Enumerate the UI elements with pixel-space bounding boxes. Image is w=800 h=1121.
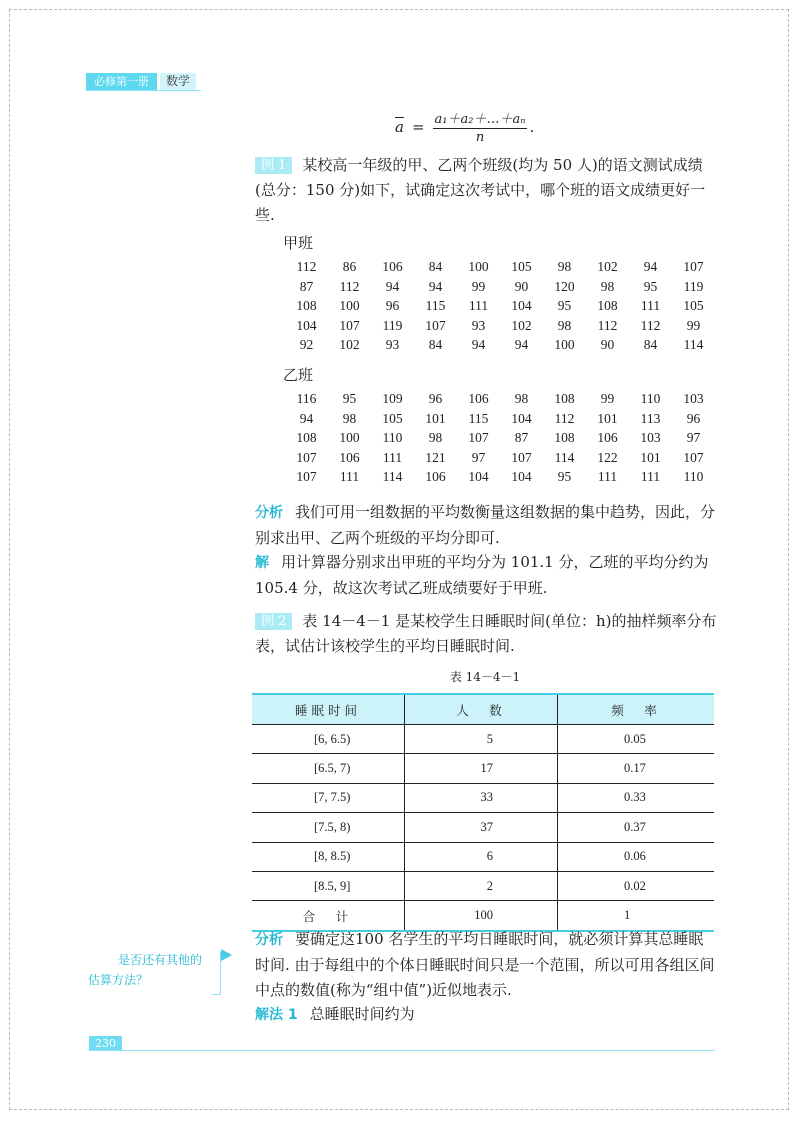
table-row <box>252 813 714 842</box>
score-cell: 109 <box>382 391 403 406</box>
equals-sign: = <box>411 117 425 136</box>
solution-keyword: 解 <box>255 555 269 571</box>
score-cell: 84 <box>428 337 443 353</box>
score-cell: 98 <box>428 430 443 446</box>
class-b-label: 乙班 <box>283 366 314 384</box>
score-cell: 95 <box>643 278 658 294</box>
frequency-cell: 0.02 <box>558 871 715 900</box>
score-cell: 106 <box>339 449 360 465</box>
score-cell: 93 <box>385 337 400 353</box>
score-cell: 104 <box>296 317 317 333</box>
score-cell: 112 <box>554 410 575 426</box>
score-cell: 99 <box>600 391 615 406</box>
score-cell: 104 <box>511 298 532 314</box>
example1-prompt <box>255 153 718 228</box>
analysis-text: 我们可用一组数据的平均数衡量这组数据的集中趋势，因此，分别求出甲、乙两个班级的平均分即可. <box>255 503 716 547</box>
score-cell: 84 <box>643 337 658 353</box>
example2-badge: 例 2 <box>255 613 292 630</box>
count-cell: 5 <box>405 725 558 754</box>
time-cell: [7.5, 8) <box>252 813 405 842</box>
score-cell: 122 <box>597 449 618 465</box>
col-header-count: 人 数 <box>405 694 558 725</box>
score-cell: 102 <box>339 337 360 353</box>
margin-note-bracket <box>212 952 221 995</box>
score-cell: 101 <box>425 410 446 426</box>
score-cell: 114 <box>554 449 575 465</box>
score-cell: 100 <box>554 337 575 353</box>
table-row <box>252 725 714 754</box>
score-cell: 107 <box>296 449 317 465</box>
score-cell: 104 <box>511 469 532 485</box>
frequency-cell: 0.17 <box>558 754 715 783</box>
example2-text: 表 14－4－1 是某校学生日睡眠时间(单位：h)的抽样频率分布表，试估计该校学生的平均日睡眠时间. <box>255 612 717 655</box>
score-cell: 90 <box>514 278 529 294</box>
frequency-cell: 0.37 <box>558 813 715 842</box>
score-cell: 95 <box>557 469 572 485</box>
mean-formula <box>395 108 534 145</box>
score-cell: 107 <box>468 430 489 446</box>
score-cell: 116 <box>296 391 317 406</box>
score-cell: 97 <box>471 449 486 465</box>
example1-badge: 例 1 <box>255 157 292 174</box>
score-cell: 115 <box>425 298 446 314</box>
example2-analysis <box>255 927 718 1003</box>
score-cell: 100 <box>339 298 360 314</box>
count-cell: 2 <box>405 871 558 900</box>
count-cell: 100 <box>405 901 558 931</box>
frequency-cell: 1 <box>558 901 715 931</box>
score-cell: 107 <box>339 317 360 333</box>
count-cell: 33 <box>405 783 558 812</box>
time-cell: [6, 6.5) <box>252 725 405 754</box>
score-cell: 107 <box>296 469 317 485</box>
score-cell: 105 <box>683 298 704 314</box>
score-cell: 111 <box>597 469 618 485</box>
score-cell: 90 <box>600 337 615 353</box>
score-cell: 107 <box>683 259 704 274</box>
time-cell: [7, 7.5) <box>252 783 405 812</box>
time-cell: [6.5, 7) <box>252 754 405 783</box>
class-b-scores <box>285 389 715 487</box>
score-cell: 98 <box>557 259 572 274</box>
book-tag: 必修第一册 <box>86 73 157 90</box>
example2-prompt <box>255 609 718 659</box>
score-cell: 111 <box>339 469 360 485</box>
score-cell: 119 <box>683 278 704 294</box>
score-cell: 119 <box>382 317 403 333</box>
col-header-time: 睡眠时间 <box>252 694 405 725</box>
score-cell: 96 <box>385 298 400 314</box>
table-row <box>252 754 714 783</box>
score-cell: 92 <box>299 337 314 353</box>
example1-analysis <box>255 500 718 551</box>
score-cell: 87 <box>514 430 529 446</box>
score-cell: 99 <box>471 278 486 294</box>
score-cell: 112 <box>640 317 661 333</box>
score-cell: 102 <box>511 317 532 333</box>
count-cell: 37 <box>405 813 558 842</box>
time-cell: [8, 8.5) <box>252 842 405 871</box>
score-cell: 98 <box>514 391 529 406</box>
score-cell: 107 <box>425 317 446 333</box>
frequency-cell: 0.06 <box>558 842 715 871</box>
running-header <box>86 73 196 90</box>
score-cell: 112 <box>296 259 317 274</box>
score-cell: 100 <box>339 430 360 446</box>
page-number: 230 <box>89 1036 122 1051</box>
time-cell: 合 计 <box>252 901 405 931</box>
score-cell: 104 <box>511 410 532 426</box>
score-cell: 111 <box>640 298 661 314</box>
score-cell: 95 <box>342 391 357 406</box>
score-cell: 111 <box>382 449 403 465</box>
method-text: 总睡眠时间约为 <box>309 1005 415 1023</box>
score-cell: 108 <box>296 430 317 446</box>
margin-note-line2: 估算方法？ <box>88 973 149 987</box>
example1-solution <box>255 550 718 601</box>
mean-fraction <box>433 108 528 145</box>
score-cell: 103 <box>683 391 704 406</box>
score-cell: 86 <box>342 259 357 274</box>
score-cell: 99 <box>686 317 701 333</box>
analysis2-keyword: 分析 <box>255 932 283 948</box>
score-cell: 107 <box>683 449 704 465</box>
score-cell: 94 <box>514 337 529 353</box>
margin-note <box>88 950 213 990</box>
score-cell: 104 <box>468 469 489 485</box>
solution-text: 用计算器分别求出甲班的平均分为 101.1 分，乙班的平均分约为105.4 分，故这次考试乙班成绩要好于甲班. <box>255 553 709 597</box>
score-cell: 101 <box>640 449 661 465</box>
score-cell: 106 <box>468 391 489 406</box>
score-cell: 112 <box>597 317 618 333</box>
class-a-label: 甲班 <box>283 234 314 252</box>
class-a-scores <box>285 257 715 355</box>
score-cell: 84 <box>428 259 443 274</box>
frequency-cell: 0.33 <box>558 783 715 812</box>
score-cell: 96 <box>686 410 701 426</box>
score-cell: 102 <box>597 259 618 274</box>
score-cell: 121 <box>425 449 446 465</box>
analysis2-text: 要确定这100 名学生的平均日睡眠时间，就必须计算其总睡眠时间. 由于每组中的个体日睡眠时间只是一个范围，所以可用各组区间中点的数值(称为“组中值”)近似地表示. <box>255 930 715 999</box>
score-cell: 87 <box>299 278 314 294</box>
frequency-cell: 0.05 <box>558 725 715 754</box>
flag-icon <box>221 949 232 961</box>
score-cell: 101 <box>597 410 618 426</box>
score-cell: 94 <box>428 278 443 294</box>
score-cell: 106 <box>382 259 403 274</box>
score-cell: 107 <box>511 449 532 465</box>
score-cell: 111 <box>640 469 661 485</box>
score-cell: 113 <box>640 410 661 426</box>
header-rule <box>86 90 201 91</box>
fraction-numerator: a₁＋a₂＋…＋aₙ <box>433 108 528 129</box>
score-cell: 94 <box>299 410 314 426</box>
table-row <box>252 871 714 900</box>
example1-text: 某校高一年级的甲、乙两个班级(均为 50 人)的语文测试成绩(总分：150 分)如下，试确定这次考试中，哪个班的语文成绩更好一些. <box>255 156 706 224</box>
formula-period: . <box>529 117 535 136</box>
score-cell: 94 <box>385 278 400 294</box>
footer-rule <box>89 1050 715 1051</box>
time-cell: [8.5, 9] <box>252 871 405 900</box>
score-cell: 94 <box>471 337 486 353</box>
analysis-keyword: 分析 <box>255 505 283 521</box>
score-cell: 94 <box>643 259 658 274</box>
score-cell: 108 <box>554 430 575 446</box>
col-header-frequency: 频 率 <box>558 694 715 725</box>
score-cell: 106 <box>425 469 446 485</box>
subject-label: 数学 <box>160 73 196 90</box>
table-row <box>252 783 714 812</box>
score-cell: 106 <box>597 430 618 446</box>
score-cell: 108 <box>597 298 618 314</box>
score-cell: 103 <box>640 430 661 446</box>
table-caption: 表 14－4－1 <box>449 670 521 684</box>
table-row <box>252 842 714 871</box>
score-cell: 110 <box>382 430 403 446</box>
score-cell: 112 <box>339 278 360 294</box>
score-cell: 111 <box>468 298 489 314</box>
example2-method <box>255 1002 718 1028</box>
margin-note-line1: 是否还有其他的 <box>118 953 203 967</box>
count-cell: 6 <box>405 842 558 871</box>
score-cell: 120 <box>554 278 575 294</box>
score-cell: 114 <box>683 337 704 353</box>
score-cell: 108 <box>296 298 317 314</box>
score-cell: 98 <box>342 410 357 426</box>
score-cell: 114 <box>382 469 403 485</box>
score-cell: 108 <box>554 391 575 406</box>
score-cell: 97 <box>686 430 701 446</box>
mean-symbol: $\overline{a}$ <box>395 117 404 136</box>
score-cell: 93 <box>471 317 486 333</box>
fraction-denominator: n <box>475 130 485 145</box>
method-keyword: 解法 1 <box>255 1007 298 1023</box>
score-cell: 110 <box>683 469 704 485</box>
count-cell: 17 <box>405 754 558 783</box>
score-cell: 115 <box>468 410 489 426</box>
score-cell: 96 <box>428 391 443 406</box>
score-cell: 100 <box>468 259 489 274</box>
score-cell: 105 <box>511 259 532 274</box>
score-cell: 98 <box>557 317 572 333</box>
frequency-table <box>252 693 714 932</box>
score-cell: 98 <box>600 278 615 294</box>
score-cell: 95 <box>557 298 572 314</box>
score-cell: 105 <box>382 410 403 426</box>
score-cell: 110 <box>640 391 661 406</box>
